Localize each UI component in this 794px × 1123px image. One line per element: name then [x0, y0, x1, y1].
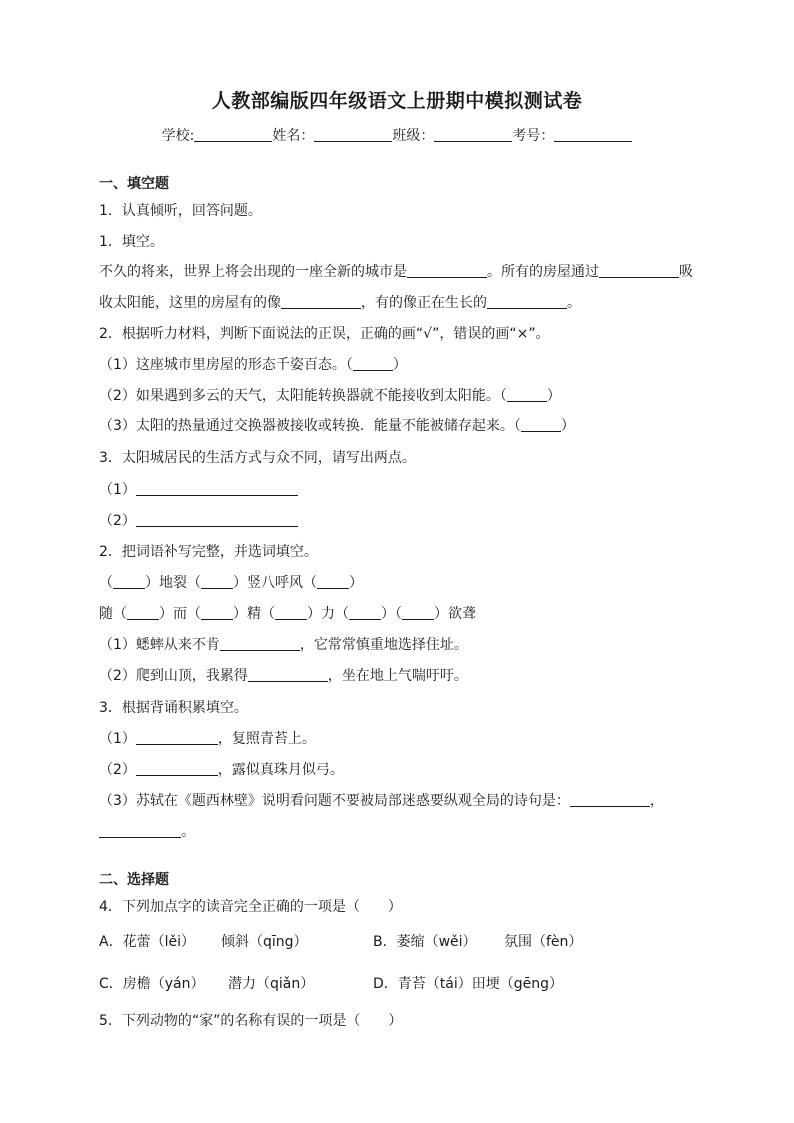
text: ） — [349, 575, 363, 591]
question-1-2-2 — [99, 385, 561, 405]
option-c-2: 潜力（qiǎn） — [228, 976, 315, 992]
question-1-1: 1．填空。 — [99, 234, 164, 250]
answer-blank[interactable] — [507, 387, 547, 402]
answer-blank[interactable] — [281, 294, 361, 309]
text: ，坐在地上气喘吁吁。 — [327, 668, 468, 684]
question-1-1-line-a — [99, 261, 693, 281]
text: （2）如果遇到多云的天气，太阳能转换器就不能接收到太阳能。（ — [99, 388, 507, 404]
text: ， — [649, 793, 664, 809]
class-blank[interactable] — [434, 127, 512, 142]
text: ，复照青苔上。 — [217, 731, 316, 747]
section-heading-choice: 二、选择题 — [99, 872, 169, 888]
number-blank[interactable] — [554, 127, 632, 142]
answer-blank[interactable] — [136, 481, 298, 496]
number-label: 考号： — [512, 128, 555, 144]
text: ）地裂（ — [145, 575, 201, 591]
question-2-row-2 — [99, 603, 476, 623]
text: （1） — [99, 482, 136, 498]
school-blank[interactable] — [194, 127, 272, 142]
question-4: 4．下列加点字的读音完全正确的一项是（ ） — [99, 899, 402, 915]
text: ，它常常慎重地选择住址。 — [299, 637, 468, 653]
text: ）（ — [381, 606, 402, 622]
text: 。所有的房屋通过 — [487, 264, 599, 280]
answer-blank[interactable] — [275, 605, 307, 620]
question-3-2 — [99, 759, 344, 779]
text: ）竖八呼风（ — [233, 575, 317, 591]
text: ）力（ — [307, 606, 349, 622]
text: （2） — [99, 762, 136, 778]
option-c-1[interactable]: C．房檐（yán） — [99, 976, 205, 992]
question-1-2-3 — [99, 415, 575, 435]
school-label: 学校: — [161, 128, 195, 144]
answer-blank[interactable] — [599, 263, 679, 278]
section-heading-fill: 一、填空题 — [99, 176, 169, 192]
option-b-1[interactable]: B．萎缩（wěi） — [373, 934, 477, 950]
answer-blank[interactable] — [353, 356, 393, 371]
text: （1）蟋蟀从来不肯 — [99, 637, 220, 653]
text: ） — [560, 418, 575, 434]
answer-blank[interactable] — [521, 417, 561, 432]
question-1-3: 3．太阳城居民的生活方式与众不同，请写出两点。 — [99, 450, 416, 466]
question-3: 3．根据背诵积累填空。 — [99, 700, 248, 716]
text: （1） — [99, 731, 136, 747]
answer-blank[interactable] — [407, 263, 487, 278]
question-2-2 — [99, 665, 468, 685]
question-2-1 — [99, 634, 468, 654]
answer-blank[interactable] — [220, 636, 300, 651]
text: ） — [546, 388, 561, 404]
answer-blank[interactable] — [248, 667, 328, 682]
answer-blank[interactable] — [402, 605, 434, 620]
question-1: 1．认真倾听，回答问题。 — [99, 203, 262, 219]
text: 。 — [567, 295, 581, 311]
text: 吸 — [679, 264, 693, 280]
student-info-row — [0, 125, 794, 145]
text: 随（ — [99, 606, 127, 622]
answer-blank[interactable] — [136, 730, 218, 745]
answer-blank[interactable] — [127, 605, 159, 620]
question-1-3-1 — [99, 479, 298, 499]
page-title: 人教部编版四年级语文上册期中模拟测试卷 — [211, 90, 583, 112]
text: ，露似真珠月似弓。 — [217, 762, 344, 778]
text: 。 — [181, 824, 195, 840]
answer-blank[interactable] — [136, 761, 218, 776]
question-3-3 — [99, 790, 664, 810]
text: ） — [392, 357, 407, 373]
answer-blank[interactable] — [570, 792, 650, 807]
text: 收太阳能，这里的房屋有的像 — [99, 295, 281, 311]
answer-blank[interactable] — [136, 512, 298, 527]
text: （1）这座城市里房屋的形态千姿百态。（ — [99, 357, 353, 373]
option-a-1[interactable]: A．花蕾（lěi） — [99, 934, 195, 950]
text: （2）爬到山顶，我累得 — [99, 668, 248, 684]
question-1-2: 2．根据听力材料，判断下面说法的正误，正确的画“√”，错误的画“×”。 — [99, 326, 550, 342]
text: ）精（ — [233, 606, 275, 622]
answer-blank[interactable] — [201, 605, 233, 620]
name-label: 姓名： — [272, 128, 315, 144]
text: ，有的像正在生长的 — [361, 295, 487, 311]
answer-blank[interactable] — [113, 574, 145, 589]
answer-blank[interactable] — [99, 823, 181, 838]
answer-blank[interactable] — [349, 605, 381, 620]
text: （3）太阳的热量通过交换器被接收或转换．能量不能被储存起来。（ — [99, 418, 521, 434]
option-a-2: 倾斜（qīng） — [221, 934, 308, 950]
text: （2） — [99, 513, 136, 529]
question-1-3-2 — [99, 510, 298, 530]
text: ）而（ — [159, 606, 201, 622]
text: （3）苏轼在《题西林壁》说明看问题不要被局部迷惑要纵观全局的诗句是： — [99, 793, 570, 809]
text: （ — [99, 575, 113, 591]
option-d[interactable]: D．青苔（tái）田埂（gēng） — [373, 976, 563, 992]
class-label: 班级： — [392, 128, 435, 144]
answer-blank[interactable] — [317, 574, 349, 589]
question-2: 2．把词语补写完整，并选词填空。 — [99, 544, 318, 560]
name-blank[interactable] — [314, 127, 392, 142]
text: 不久的将来，世界上将会出现的一座全新的城市是 — [99, 264, 407, 280]
question-3-1 — [99, 728, 316, 748]
question-2-row-1 — [99, 572, 363, 592]
question-5: 5．下列动物的“家”的名称有误的一项是（ ） — [99, 1013, 403, 1029]
question-1-2-1 — [99, 354, 407, 374]
option-b-2: 氛围（fèn） — [504, 934, 583, 950]
question-3-3-cont — [99, 821, 195, 841]
question-1-1-line-b — [99, 292, 581, 312]
text: ）欲聋 — [434, 606, 476, 622]
answer-blank[interactable] — [487, 294, 567, 309]
answer-blank[interactable] — [201, 574, 233, 589]
